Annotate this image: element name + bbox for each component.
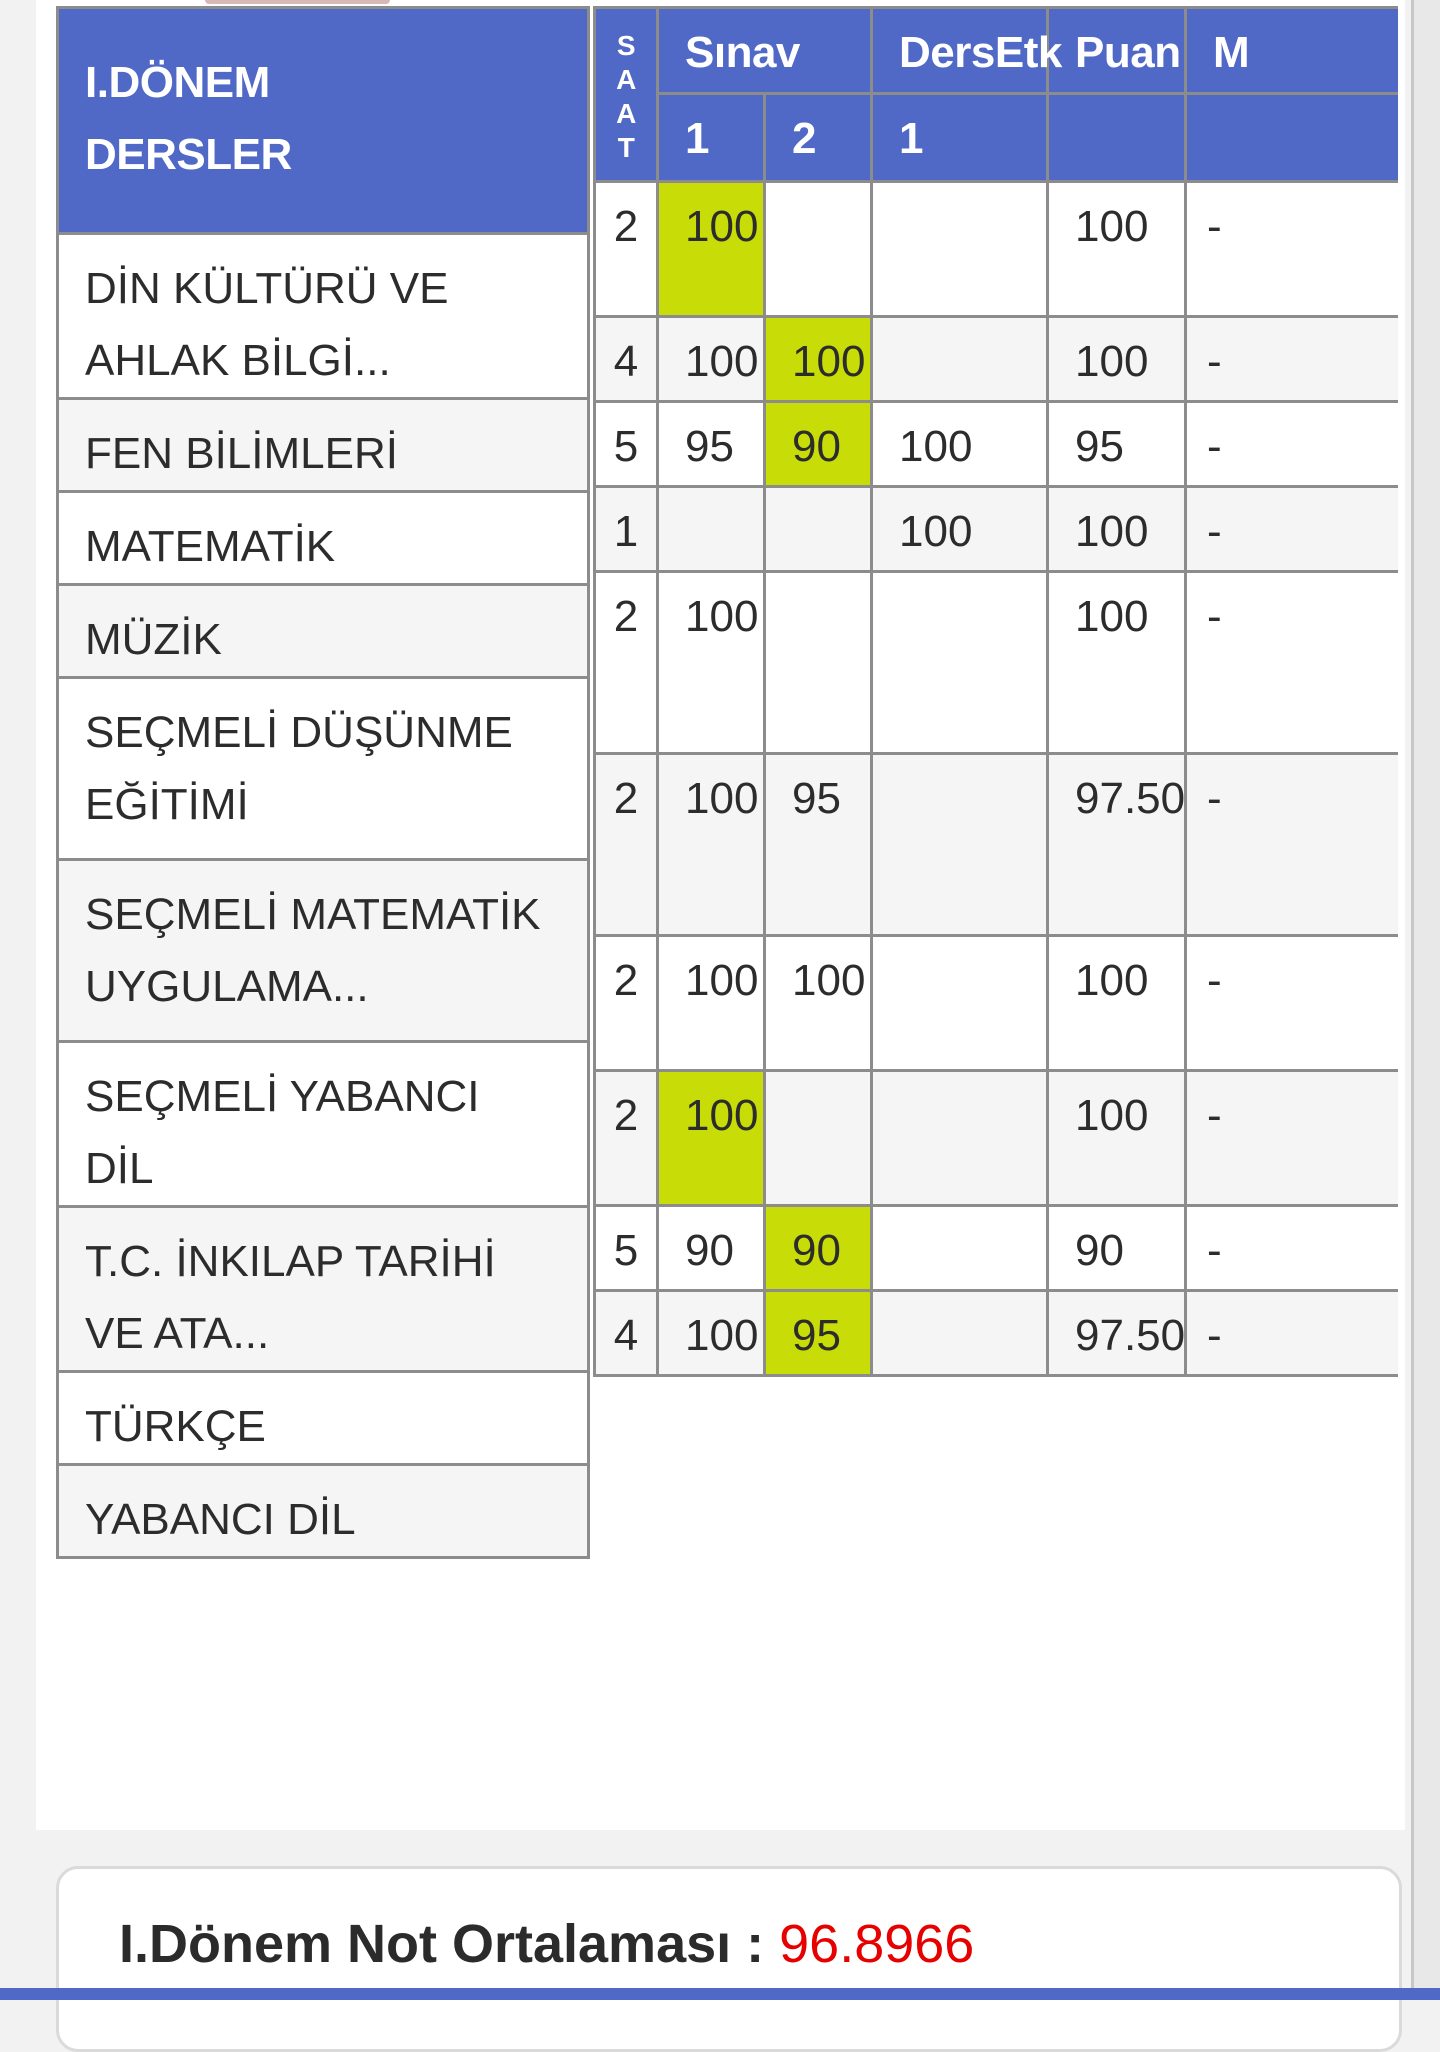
sinav-1-header: 1 (658, 94, 765, 182)
next-cell: - (1186, 402, 1398, 487)
course-name: YABANCI DİL (85, 1495, 356, 1544)
saat-cell: 5 (595, 402, 658, 487)
course-name-cell (58, 1042, 589, 1207)
next-cell: - (1186, 572, 1398, 754)
saat-cell: 4 (595, 1291, 658, 1376)
course-name: TÜRKÇE (85, 1402, 266, 1451)
saat-cell: 1 (595, 487, 658, 572)
dersetk-1-header: 1 (872, 94, 1048, 182)
saat-column-header: S A A T (595, 8, 658, 182)
course-name-cell (58, 585, 589, 678)
puan-cell: 100 (1048, 182, 1186, 317)
sinav-2-cell (765, 572, 872, 754)
sinav-2-cell: 100 (765, 936, 872, 1071)
course-row (58, 1207, 589, 1372)
header-logo-fragment (205, 0, 390, 4)
grade-row (595, 487, 1399, 572)
next-cell: - (1186, 1206, 1398, 1291)
course-row (58, 585, 589, 678)
semester-average (119, 1913, 974, 1975)
next-cell: - (1186, 754, 1398, 936)
puan-cell: 100 (1048, 572, 1186, 754)
grade-row (595, 754, 1399, 936)
puan-cell: 100 (1048, 936, 1186, 1071)
puan-cell: 97.50 (1048, 1291, 1186, 1376)
sinav-2-cell: 100 (765, 317, 872, 402)
saat-cell: 2 (595, 572, 658, 754)
sinav-2-cell (765, 182, 872, 317)
course-name-cell (58, 1207, 589, 1372)
puan-sub-header (1048, 94, 1186, 182)
puan-cell: 95 (1048, 402, 1186, 487)
grade-row (595, 317, 1399, 402)
course-name-cont: VE ATA... (85, 1309, 270, 1358)
course-name-cell (58, 399, 589, 492)
grade-row (595, 936, 1399, 1071)
dersetk-1-cell (872, 1206, 1048, 1291)
course-row (58, 1465, 589, 1558)
grade-row (595, 1206, 1399, 1291)
course-name-cell (58, 1465, 589, 1558)
next-cell: - (1186, 487, 1398, 572)
course-name-cell (58, 492, 589, 585)
course-name: SEÇMELİ DÜŞÜNME (85, 708, 513, 757)
course-name-cont: AHLAK BİLGİ... (85, 336, 391, 385)
course-row (58, 1042, 589, 1207)
course-name-cont: UYGULAMA... (85, 962, 369, 1011)
saat-cell: 2 (595, 754, 658, 936)
next-cell: - (1186, 1291, 1398, 1376)
course-name: MATEMATİK (85, 522, 336, 571)
sinav-2-header: 2 (765, 94, 872, 182)
dersetk-1-cell (872, 1071, 1048, 1206)
sinav-1-cell: 100 (658, 182, 765, 317)
saat-cell: 4 (595, 317, 658, 402)
saat-cell: 2 (595, 1071, 658, 1206)
average-label: I.Dönem Not Ortalaması : (119, 1914, 780, 1974)
dersetk-1-cell (872, 1291, 1048, 1376)
dersetk-1-cell (872, 572, 1048, 754)
sinav-2-cell: 90 (765, 402, 872, 487)
course-name-table (56, 6, 590, 1559)
course-name: T.C. İNKILAP TARİHİ (85, 1237, 496, 1286)
sinav-2-cell: 95 (765, 754, 872, 936)
next-sub-header (1186, 94, 1398, 182)
course-name-cell (58, 1372, 589, 1465)
sinav-1-cell: 90 (658, 1206, 765, 1291)
course-name-cell (58, 234, 589, 399)
sinav-1-cell: 100 (658, 1071, 765, 1206)
course-row (58, 860, 589, 1042)
next-cell: - (1186, 1071, 1398, 1206)
course-row (58, 678, 589, 860)
sinav-1-cell: 100 (658, 754, 765, 936)
course-name-cont: DİL (85, 1144, 154, 1193)
sinav-1-cell: 100 (658, 1291, 765, 1376)
puan-cell: 97.50 (1048, 754, 1186, 936)
puan-cell: 100 (1048, 1071, 1186, 1206)
puan-column-header: Puan (1048, 8, 1186, 94)
saat-cell: 2 (595, 936, 658, 1071)
grades-grid-scroll[interactable] (593, 6, 1398, 1756)
semester-title: I.DÖNEM (85, 58, 270, 107)
semester-average-box (56, 1866, 1402, 2052)
saat-cell: 2 (595, 182, 658, 317)
grade-row (595, 1291, 1399, 1376)
sinav-1-cell: 95 (658, 402, 765, 487)
next-cell: - (1186, 936, 1398, 1071)
course-name-cell (58, 860, 589, 1042)
next-cell: - (1186, 182, 1398, 317)
sinav-1-cell: 100 (658, 572, 765, 754)
course-name-cont: EĞİTİMİ (85, 780, 249, 829)
average-value: 96.8966 (779, 1914, 975, 1974)
course-name: SEÇMELİ YABANCI (85, 1072, 480, 1121)
grade-row (595, 1071, 1399, 1206)
dersetk-1-cell (872, 182, 1048, 317)
grades-grid (593, 6, 1398, 1377)
puan-cell: 100 (1048, 317, 1186, 402)
course-name: FEN BİLİMLERİ (85, 429, 398, 478)
sinav-1-cell (658, 487, 765, 572)
dersetk-1-cell (872, 317, 1048, 402)
sinav-1-cell: 100 (658, 936, 765, 1071)
course-name: DİN KÜLTÜRÜ VE (85, 264, 449, 313)
course-row (58, 399, 589, 492)
course-name: MÜZİK (85, 615, 222, 664)
dersetk-1-cell: 100 (872, 402, 1048, 487)
next-column-header: M (1186, 8, 1398, 94)
courses-title: DERSLER (85, 130, 292, 179)
bottom-nav-bar (0, 1988, 1440, 2000)
sinav-2-cell: 95 (765, 1291, 872, 1376)
sinav-column-header: Sınav (658, 8, 872, 94)
sinav-1-cell: 100 (658, 317, 765, 402)
saat-cell: 5 (595, 1206, 658, 1291)
grade-row (595, 182, 1399, 317)
course-row (58, 1372, 589, 1465)
course-row (58, 492, 589, 585)
puan-cell: 90 (1048, 1206, 1186, 1291)
course-name-cell (58, 678, 589, 860)
course-name: SEÇMELİ MATEMATİK (85, 890, 541, 939)
scrollbar-track[interactable] (1411, 0, 1440, 2000)
next-cell: - (1186, 317, 1398, 402)
grade-row (595, 572, 1399, 754)
grade-row (595, 402, 1399, 487)
sinav-2-cell: 90 (765, 1206, 872, 1291)
semester-courses-header (58, 8, 589, 234)
dersetk-column-header: DersEtk (872, 8, 1048, 94)
course-row (58, 234, 589, 399)
sinav-2-cell (765, 487, 872, 572)
dersetk-1-cell (872, 754, 1048, 936)
dersetk-1-cell: 100 (872, 487, 1048, 572)
sinav-2-cell (765, 1071, 872, 1206)
puan-cell: 100 (1048, 487, 1186, 572)
dersetk-1-cell (872, 936, 1048, 1071)
